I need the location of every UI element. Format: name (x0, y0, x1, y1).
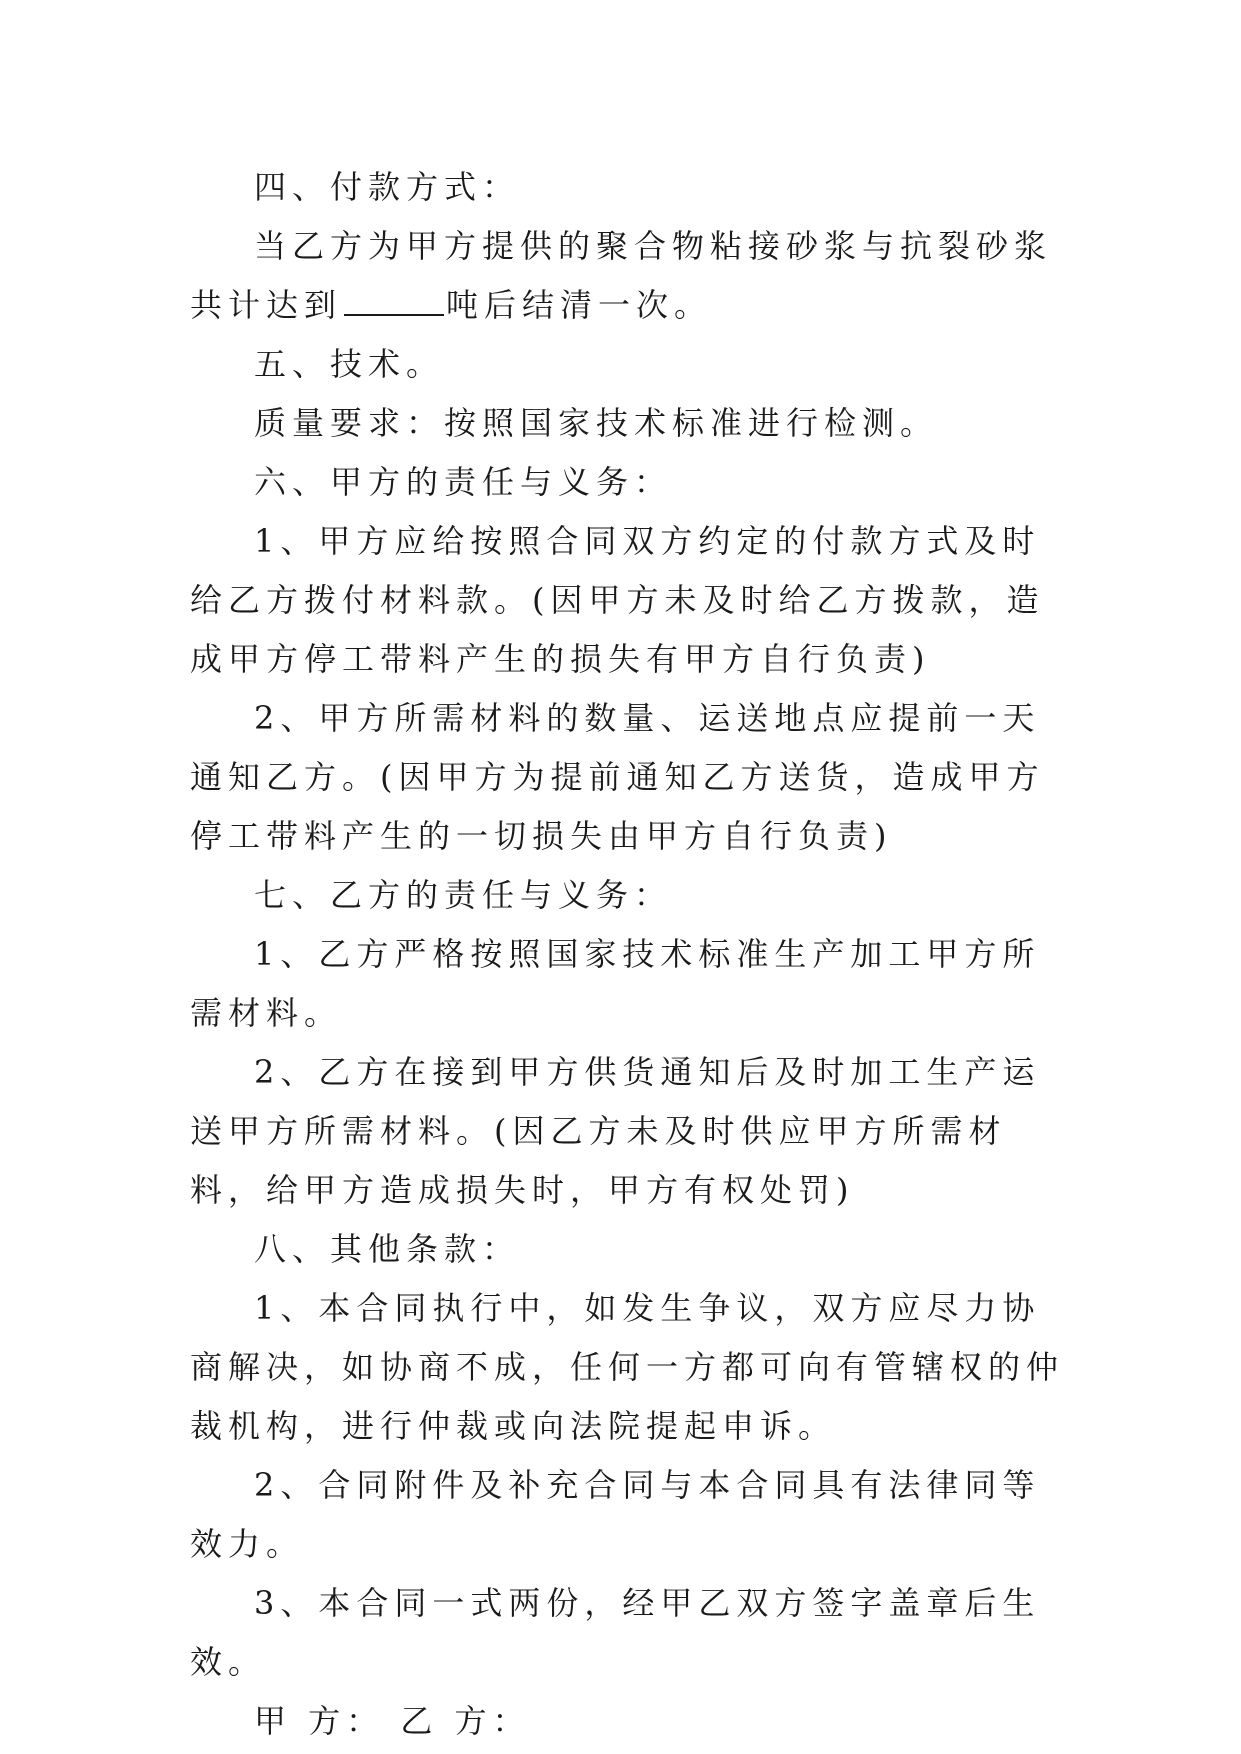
document-body (190, 158, 1070, 1751)
tonnage-blank-field[interactable] (344, 284, 444, 316)
payment-clause-text: 当乙方为甲方提供的聚合物粘接砂浆与抗裂砂浆共计达到 (190, 227, 1053, 324)
signature-line: 甲 方： 乙 方： (254, 1702, 531, 1740)
section-heading-other: 八、其他条款： (254, 1230, 521, 1268)
party-b-clause-1: 1、乙方严格按照国家技术标准生产加工甲方所需材料。 (190, 935, 1041, 1032)
section-heading-technology: 五、技术。 (254, 345, 445, 383)
other-clause-1: 1、本合同执行中，如发生争议，双方应尽力协商解决，如协商不成，任何一方都可向有管辖权的仲裁机构，进行仲裁或向法院提起申诉。 (190, 1289, 1065, 1445)
party-a-clause-2: 2、甲方所需材料的数量、运送地点应提前一天通知乙方。(因甲方为提前通知乙方送货，造成甲方停工带料产生的一切损失由甲方自行负责) (190, 699, 1045, 855)
section-heading-party-a: 六、甲方的责任与义务： (254, 463, 673, 501)
party-b-clause-2: 2、乙方在接到甲方供货通知后及时加工生产运送甲方所需材料。(因乙方未及时供应甲方所需材料，给甲方造成损失时，甲方有权处罚) (190, 1053, 1041, 1209)
payment-clause (190, 217, 1070, 335)
other-clause-2: 2、合同附件及补充合同与本合同具有法律同等效力。 (190, 1466, 1041, 1563)
party-a-clause-1: 1、甲方应给按照合同双方约定的付款方式及时给乙方拨付材料款。(因甲方未及时给乙方拨款，造成甲方停工带料产生的损失有甲方自行负责) (190, 522, 1045, 678)
section-heading-payment: 四、付款方式： (254, 168, 521, 206)
other-clause-3: 3、本合同一式两份，经甲乙双方签字盖章后生效。 (190, 1584, 1041, 1681)
quality-requirement: 质量要求：按照国家技术标准进行检测。 (254, 404, 939, 442)
section-heading-party-b: 七、乙方的责任与义务： (254, 876, 673, 914)
payment-clause-tail: 吨后结清一次。 (446, 286, 713, 324)
